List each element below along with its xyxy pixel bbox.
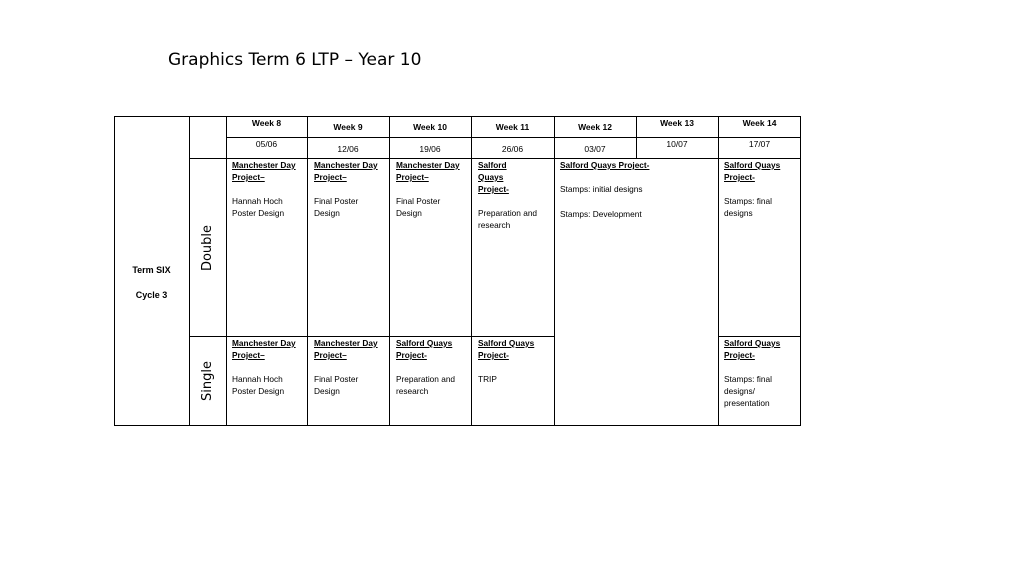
cell-project: Salford Quays Project- (724, 338, 781, 360)
double-week12-13-cell (560, 159, 710, 220)
cell-desc: Preparation and research (396, 374, 456, 396)
week-date: 26/06 (501, 144, 524, 154)
week-header: Week 9 (333, 122, 363, 132)
week-date: 05/06 (255, 139, 278, 149)
cell-desc: Preparation and research (478, 208, 538, 230)
grid-line (226, 116, 227, 426)
week-header: Week 8 (251, 118, 282, 128)
cycle-label: Cycle 3 (135, 290, 168, 300)
week-header: Week 12 (578, 122, 612, 132)
cell-desc: Final Poster Design (314, 196, 359, 218)
week-date: 10/07 (666, 139, 688, 149)
cell-project: Manchester Day Project– (232, 160, 296, 182)
cell-project: Salford Quays Project- (396, 338, 453, 360)
page-title: Graphics Term 6 LTP – Year 10 (168, 50, 422, 70)
week-date: 03/07 (584, 144, 606, 154)
grid-line (389, 116, 390, 426)
cell-project: Salford Quays Project- (478, 160, 509, 194)
single-week10-cell (396, 337, 468, 397)
cell-desc: Final Poster Design (314, 374, 359, 396)
cell-project: Salford Quays Project- (560, 160, 650, 170)
grid-line (554, 116, 555, 426)
single-label: Single (200, 361, 215, 401)
week-date: 17/07 (748, 139, 771, 149)
single-week11-cell (478, 337, 550, 385)
double-week14-cell (724, 159, 796, 219)
double-week9-cell (314, 159, 386, 219)
week-header: Week 14 (742, 118, 777, 128)
cell-project: Manchester Day Project– (314, 338, 378, 360)
grid-line (718, 116, 719, 426)
cell-project: Salford Quays Project- (478, 338, 535, 360)
week-header: Week 13 (660, 118, 694, 128)
cell-project: Manchester Day Project– (232, 338, 296, 360)
grid-line (307, 116, 308, 426)
cell-project: Salford Quays Project- (724, 160, 781, 182)
cell-desc: Hannah Hoch Poster Design (232, 196, 285, 218)
cell-project: Manchester Day Project– (314, 160, 378, 182)
double-week10-cell (396, 159, 468, 219)
cell-desc: TRIP (478, 374, 497, 384)
grid-line (189, 116, 190, 426)
week-date: 19/06 (419, 144, 441, 154)
week-header: Week 11 (495, 122, 530, 132)
double-week11-cell (478, 159, 550, 231)
cell-project: Manchester Day Project– (396, 160, 460, 182)
cell-desc: Final Poster Design (396, 196, 441, 218)
term-label: Term SIX (132, 265, 171, 275)
single-week14-cell (724, 337, 796, 409)
single-week8-cell (232, 337, 304, 397)
cell-desc: Stamps: Development (560, 209, 642, 219)
double-week8-cell (232, 159, 304, 219)
week-date: 12/06 (337, 144, 359, 154)
cell-desc: Stamps: initial designs (560, 184, 643, 194)
cell-desc: Stamps: final designs (724, 196, 772, 218)
double-label: Double (200, 224, 215, 272)
cell-desc: Hannah Hoch Poster Design (232, 374, 285, 396)
cell-desc: Stamps: final designs/ presentation (724, 374, 772, 408)
grid-line (226, 137, 636, 138)
single-week9-cell (314, 337, 386, 397)
grid-line (636, 137, 801, 138)
grid-line (471, 116, 472, 426)
week-header: Week 10 (413, 122, 447, 132)
